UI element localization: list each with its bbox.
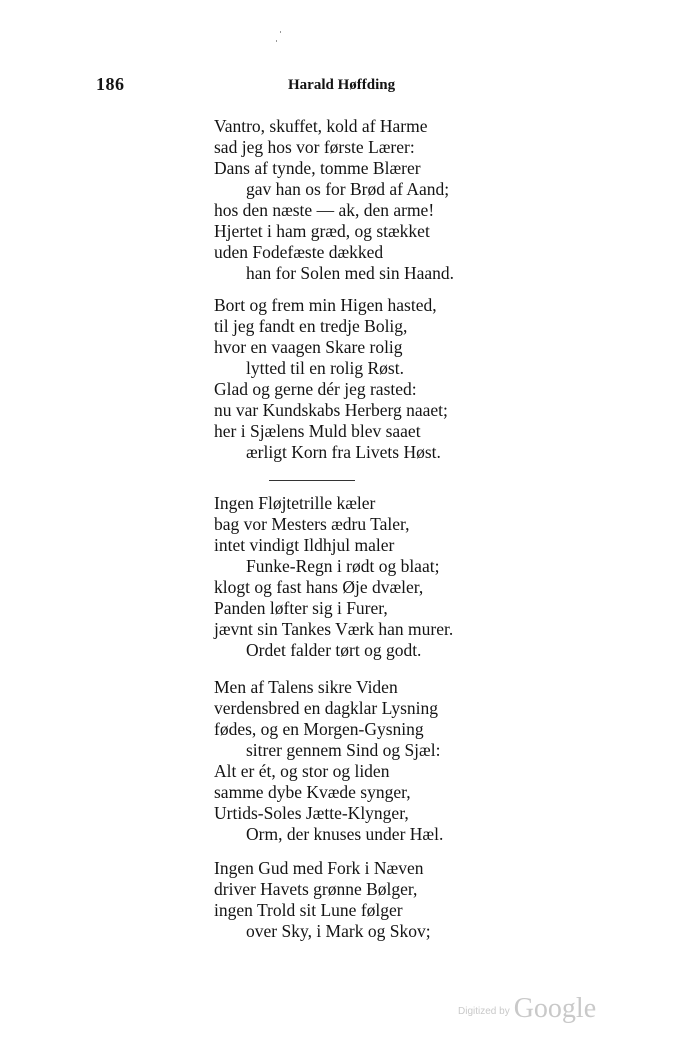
verse-line: samme dybe Kvæde synger, xyxy=(214,782,411,802)
verse-line: Funke-Regn i rødt og blaat; xyxy=(246,556,440,576)
verse-line: ærligt Korn fra Livets Høst. xyxy=(246,442,441,462)
verse-line: til jeg fandt en tredje Bolig, xyxy=(214,316,408,336)
verse-line: sad jeg hos vor første Lærer: xyxy=(214,137,415,157)
verse-line: Dans af tynde, tomme Blærer xyxy=(214,158,421,178)
page-number: 186 xyxy=(96,74,125,94)
stanza xyxy=(214,116,454,284)
verse-line: Bort og frem min Higen hasted, xyxy=(214,295,437,315)
verse-line: nu var Kundskabs Herberg naaet; xyxy=(214,400,448,420)
verse-line: Panden løfter sig i Furer, xyxy=(214,598,388,618)
verse-line: bag vor Mesters ædru Taler, xyxy=(214,514,410,534)
verse-line: Men af Talens sikre Viden xyxy=(214,677,398,697)
verse-line: fødes, og en Morgen-Gysning xyxy=(214,719,424,739)
verse-line: Glad og gerne dér jeg rasted: xyxy=(214,379,417,399)
google-logo: Google xyxy=(513,993,597,1024)
verse-line: verdensbred en dagklar Lysning xyxy=(214,698,439,718)
stanza xyxy=(214,493,453,661)
watermark-prefix: Digitized by xyxy=(458,1006,510,1017)
scan-speck xyxy=(280,31,281,33)
verse-line: jævnt sin Tankes Værk han murer. xyxy=(214,619,454,639)
digitized-watermark xyxy=(458,993,596,1025)
verse-line: lytted til en rolig Røst. xyxy=(246,358,404,378)
verse-line: her i Sjælens Muld blev saaet xyxy=(214,421,421,441)
verse-line: Urtids-Soles Jætte-Klynger, xyxy=(214,803,409,823)
verse-line: Ingen Fløjtetrille kæler xyxy=(214,493,376,513)
verse-line: hos den næste — ak, den arme! xyxy=(214,200,435,220)
verse-line: Alt er ét, og stor og liden xyxy=(214,761,390,781)
verse-line: Vantro, skuffet, kold af Harme xyxy=(214,116,428,136)
verse-line: driver Havets grønne Bølger, xyxy=(214,879,418,899)
section-divider xyxy=(269,480,355,481)
verse-line: Ordet falder tørt og godt. xyxy=(246,640,422,660)
verse-line: klogt og fast hans Øje dvæler, xyxy=(214,577,424,597)
verse-line: Orm, der knuses under Hæl. xyxy=(246,824,444,844)
verse-line: uden Fodefæste dækked xyxy=(214,242,384,262)
verse-line: Hjertet i ham græd, og stækket xyxy=(214,221,430,241)
verse-line: gav han os for Brød af Aand; xyxy=(246,179,450,199)
verse-line: sitrer gennem Sind og Sjæl: xyxy=(246,740,441,760)
scan-speck xyxy=(276,40,277,42)
verse-line: hvor en vaagen Skare rolig xyxy=(214,337,403,357)
stanza xyxy=(214,677,443,845)
verse-line: intet vindigt Ildhjul maler xyxy=(214,535,395,555)
running-head: Harald Høffding xyxy=(288,77,396,93)
verse-line: over Sky, i Mark og Skov; xyxy=(246,921,431,941)
verse-line: ingen Trold sit Lune følger xyxy=(214,900,403,920)
verse-line: Ingen Gud med Fork i Næven xyxy=(214,858,424,878)
verse-line: han for Solen med sin Haand. xyxy=(246,263,455,283)
stanza xyxy=(214,295,448,463)
stanza xyxy=(214,858,431,942)
